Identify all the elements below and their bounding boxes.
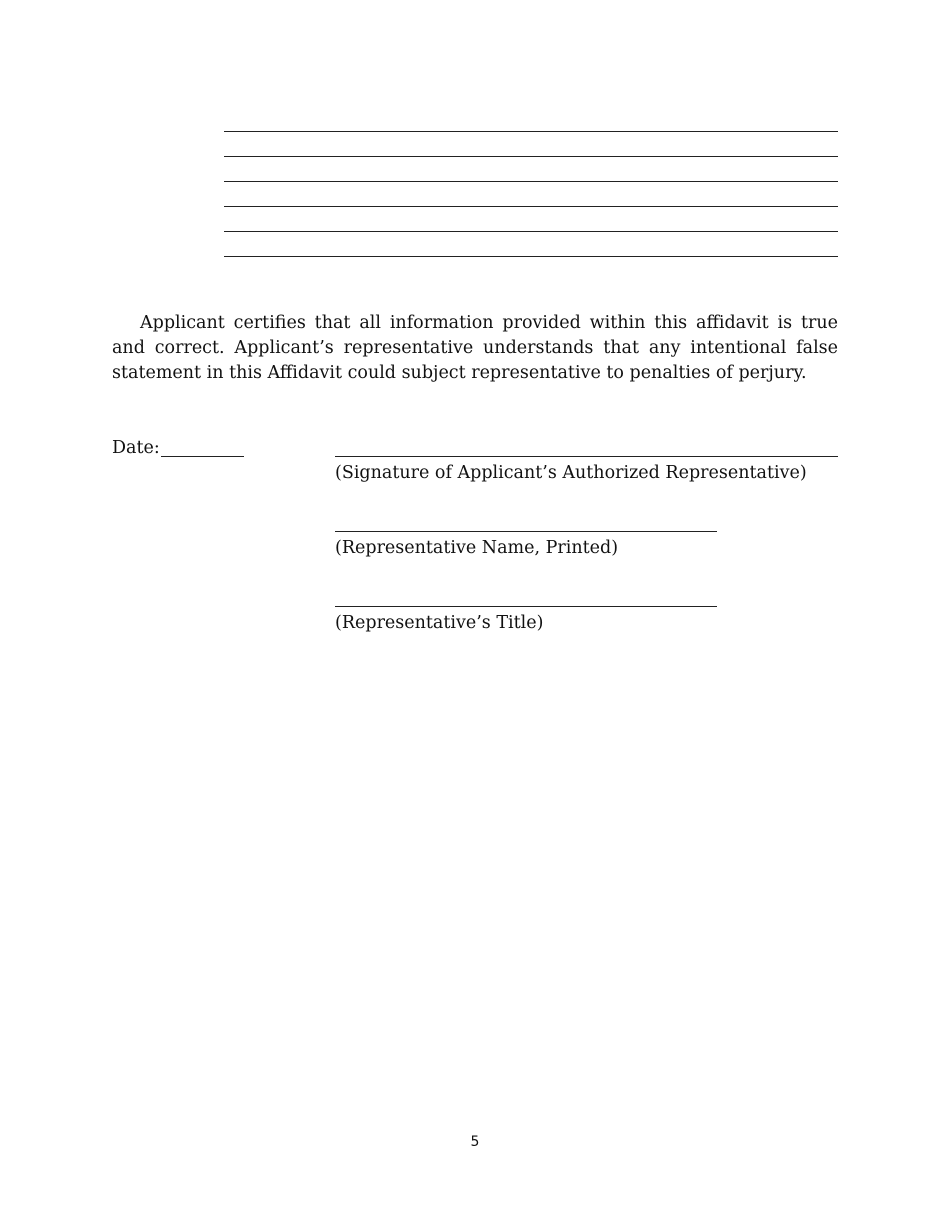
blank-answer-line-5[interactable]: [224, 231, 838, 232]
date-field-line[interactable]: [161, 456, 244, 457]
signature-line[interactable]: [335, 456, 838, 457]
title-caption: (Representative’s Title): [335, 613, 544, 633]
blank-answer-line-1[interactable]: [224, 131, 838, 132]
date-label: Date:: [112, 438, 160, 458]
certification-paragraph: Applicant certifies that all information provided within this affidavit is true and correct. Applicant’s representative understands that any intentional false statement in this Affidavit could subject representative to penalties of perjury.: [112, 313, 838, 383]
blank-answer-line-3[interactable]: [224, 181, 838, 182]
page-number: 5: [470, 1134, 480, 1150]
blank-answer-line-2[interactable]: [224, 156, 838, 157]
blank-answer-line-4[interactable]: [224, 206, 838, 207]
title-line[interactable]: [335, 606, 717, 607]
printed-name-caption: (Representative Name, Printed): [335, 538, 619, 558]
signature-caption: (Signature of Applicant’s Authorized Representative): [335, 463, 807, 483]
blank-answer-line-6[interactable]: [224, 256, 838, 257]
printed-name-line[interactable]: [335, 531, 717, 532]
